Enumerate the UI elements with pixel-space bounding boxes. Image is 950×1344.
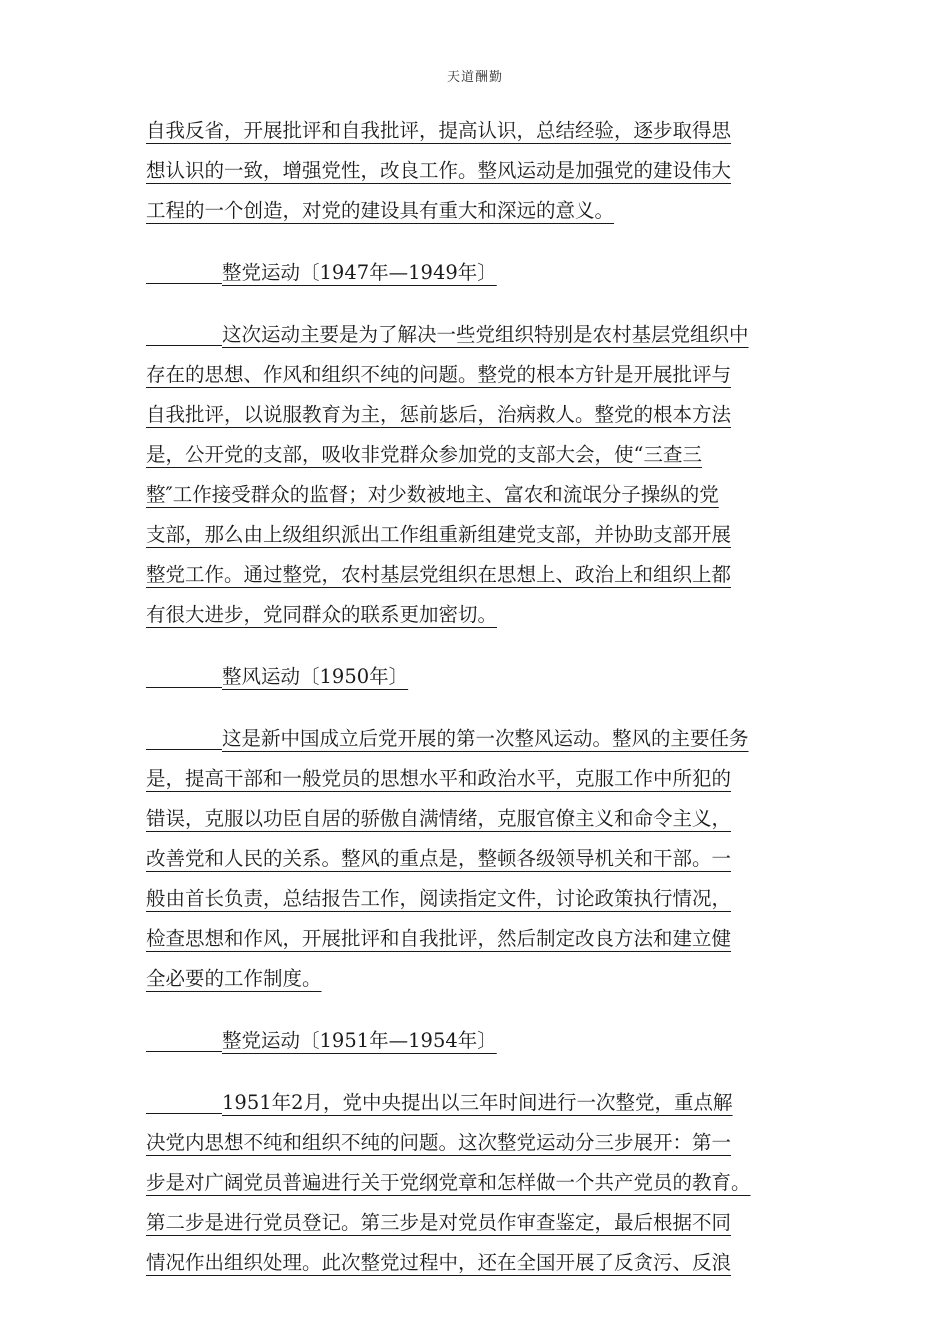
text-line — [146, 923, 816, 963]
indent-underline — [146, 1093, 222, 1114]
text-line — [146, 763, 816, 803]
text-line — [146, 195, 816, 235]
document-body — [146, 115, 816, 1309]
indent-underline — [146, 729, 222, 750]
text-line — [146, 963, 816, 1003]
indent-underline — [146, 1031, 222, 1052]
text-line — [146, 155, 816, 195]
line-text: 整党工作。通过整党，农村基层党组织在思想上、政治上和组织上都 — [146, 563, 732, 586]
text-line — [146, 843, 816, 883]
line-text: 1951年2月，党中央提出以三年时间进行一次整党，重点解 — [222, 1091, 733, 1114]
paragraph — [146, 319, 816, 639]
line-text: 错误，克服以功臣自居的骄傲自满情绪，克服官僚主义和命令主义， — [146, 807, 732, 830]
text-line — [146, 1127, 816, 1167]
section-heading — [146, 257, 816, 297]
line-text: 支部，那么由上级组织派出工作组重新组建党支部，并协助支部开展 — [146, 523, 732, 546]
text-line — [146, 723, 816, 763]
text-line — [146, 359, 816, 399]
line-text: 改善党和人民的关系。整风的重点是，整顿各级领导机关和干部。一 — [146, 847, 732, 870]
line-text: 步是对广阔党员普遍进行关于党纲党章和怎样做一个共产党员的教育。 — [146, 1171, 751, 1194]
line-text: 第二步是进行党员登记。第三步是对党员作审查鉴定，最后根据不同 — [146, 1211, 732, 1234]
text-line — [146, 257, 816, 297]
indent-underline — [146, 667, 222, 688]
line-text: 整″工作接受群众的监督；对少数被地主、富农和流氓分子操纵的党 — [146, 483, 719, 506]
text-line — [146, 1167, 816, 1207]
line-text: 检查思想和作风，开展批评和自我批评，然后制定改良方法和建立健 — [146, 927, 732, 950]
line-text: 般由首长负责，总结报告工作，阅读指定文件，讨论政策执行情况， — [146, 887, 732, 910]
line-text: 是，公开党的支部，吸收非党群众参加党的支部大会，使“三查三 — [146, 443, 702, 466]
line-text: 想认识的一致，增强党性，改良工作。整风运动是加强党的建设伟大 — [146, 159, 732, 182]
line-text: 是，提高干部和一般党员的思想水平和政治水平，克服工作中所犯的 — [146, 767, 732, 790]
indent-underline — [146, 263, 222, 284]
text-line — [146, 883, 816, 923]
text-line — [146, 1025, 816, 1065]
line-text: 决党内思想不纯和组织不纯的问题。这次整党运动分三步展开：第一 — [146, 1131, 732, 1154]
text-line — [146, 519, 816, 559]
text-line — [146, 1207, 816, 1247]
line-text: 整风运动〔1950年〕 — [222, 665, 409, 688]
text-line — [146, 661, 816, 701]
text-line — [146, 479, 816, 519]
section-heading — [146, 1025, 816, 1065]
line-text: 这次运动主要是为了解决一些党组织特别是农村基层党组织中 — [222, 323, 749, 346]
paragraph — [146, 115, 816, 235]
text-line — [146, 319, 816, 359]
line-text: 整党运动〔1951年—1954年〕 — [222, 1029, 497, 1052]
text-line — [146, 399, 816, 439]
line-text: 自我批评，以说服教育为主，惩前毖后，治病救人。整党的根本方法 — [146, 403, 732, 426]
text-line — [146, 1087, 816, 1127]
line-text: 有很大进步，党同群众的联系更加密切。 — [146, 603, 498, 626]
line-text: 整党运动〔1947年—1949年〕 — [222, 261, 497, 284]
text-line — [146, 115, 816, 155]
text-line — [146, 1247, 816, 1287]
indent-underline — [146, 325, 222, 346]
page-header: 天道酬勤 — [446, 70, 503, 85]
line-text: 自我反省，开展批评和自我批评，提高认识，总结经验，逐步取得思 — [146, 119, 732, 142]
line-text: 这是新中国成立后党开展的第一次整风运动。整风的主要任务 — [222, 727, 749, 750]
text-line — [146, 559, 816, 599]
line-text: 全必要的工作制度。 — [146, 967, 322, 990]
paragraph — [146, 723, 816, 1003]
section-heading — [146, 661, 816, 701]
text-line — [146, 803, 816, 843]
line-text: 工程的一个创造，对党的建设具有重大和深远的意义。 — [146, 199, 615, 222]
line-text: 情况作出组织处理。此次整党过程中，还在全国开展了反贪污、反浪 — [146, 1251, 732, 1274]
text-line — [146, 599, 816, 639]
text-line — [146, 439, 816, 479]
line-text: 存在的思想、作风和组织不纯的问题。整党的根本方针是开展批评与 — [146, 363, 732, 386]
paragraph — [146, 1087, 816, 1287]
